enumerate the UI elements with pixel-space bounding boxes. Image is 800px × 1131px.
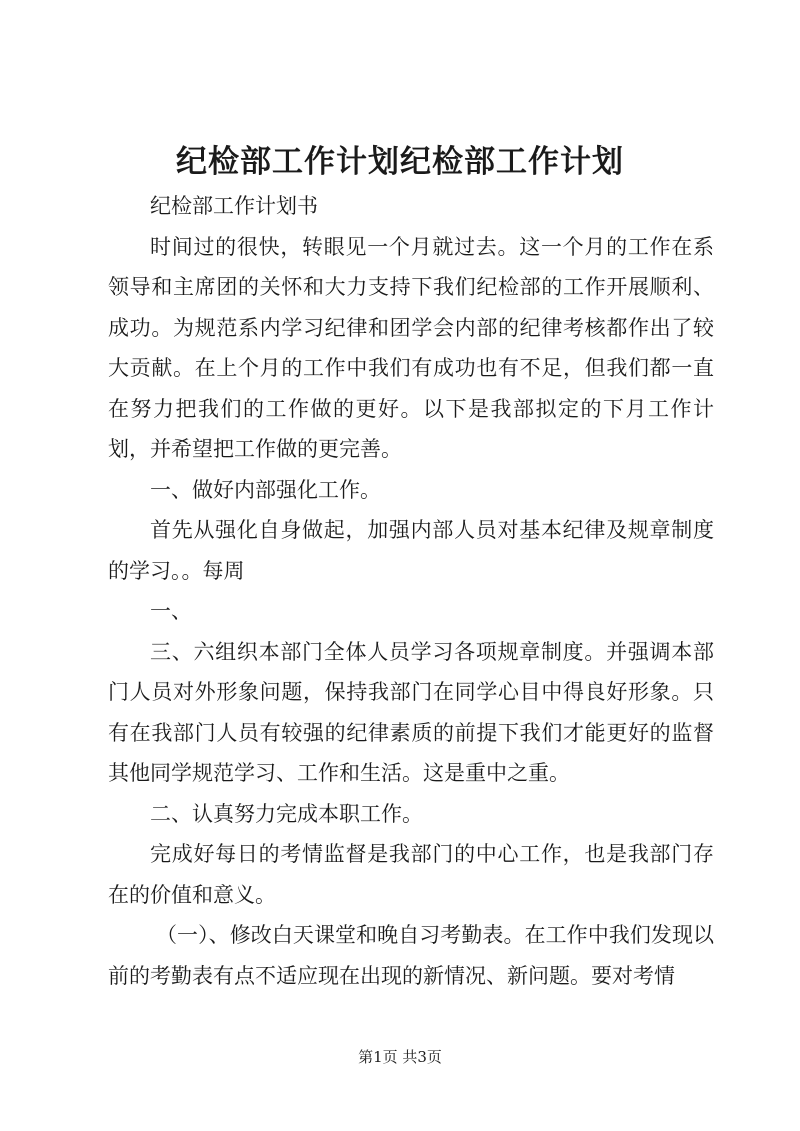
paragraph-section-1: 首先从强化自身做起，加强内部人员对基本纪律及规章制度的学习。。每周 [108,518,714,583]
paragraph-subtitle: 纪检部工作计划书 [150,194,318,218]
section-heading-2: 二、认真努力完成本职工作。 [150,801,423,826]
page-number-footer: 第1页 共3页 [358,1048,442,1066]
document-title: 纪检部工作计划纪检部工作计划 [176,144,624,180]
paragraph-intro: 时间过的很快，转眼见一个月就过去。这一个月的工作在系领导和主席团的关怀和大力支持下我们纪检部的工作开展顺利、成功。为规范系内学习纪律和团学会内部的纪律考核都作出了较大贡献。在上个月的工作中我们有成功也有不足，但我们都一直在努力把我们的工作做的更好。以下是我部拟定的下月工作计划，并希望把工作做的更完善。 [108,234,714,461]
paragraph-fragment: 一、 [150,599,192,623]
paragraph-study-plan: 三、六组织本部门全体人员学习各项规章制度。并强调本部门人员对外形象问题，保持我部门在同学心目中得良好形象。只有在我部门人员有较强的纪律素质的前提下我们才能更好的监督其他同学规范学习、工作和生活。这是重中之重。 [108,639,714,785]
section-heading-1: 一、做好内部强化工作。 [150,477,381,502]
paragraph-subsection-1: （一）、修改白天课堂和晚自习考勤表。在工作中我们发现以前的考勤表有点不适应现在出现的新情况、新问题。要对考情 [108,923,714,988]
paragraph-section-2: 完成好每日的考情监督是我部门的中心工作，也是我部门存在的价值和意义。 [108,842,714,907]
document-body [108,186,714,996]
